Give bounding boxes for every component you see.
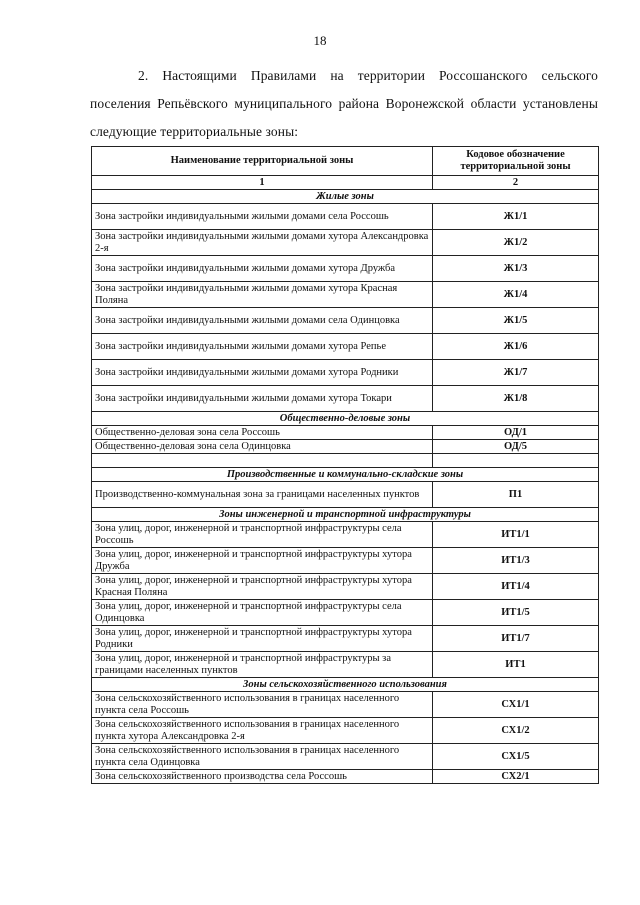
section-title: Зоны инженерной и транспортной инфраструктуры [92, 508, 599, 522]
zone-name: Зона застройки индивидуальными жилыми домами хутора Александровка 2-я [92, 230, 433, 256]
section-row [92, 508, 599, 522]
header-zone-code: Кодовое обозначение территориальной зоны [433, 147, 599, 176]
zone-code: Ж1/7 [433, 360, 599, 386]
zone-name: Зона сельскохозяйственного использования в границах населенного пункта села Одинцовка [92, 744, 433, 770]
table-row [92, 256, 599, 282]
table-row [92, 482, 599, 508]
table-row [92, 426, 599, 440]
zone-code: Ж1/6 [433, 334, 599, 360]
table-row [92, 548, 599, 574]
column-number: 2 [433, 176, 599, 190]
section-title: Зоны сельскохозяйственного использования [92, 678, 599, 692]
table-row [92, 744, 599, 770]
zone-name: Зона застройки индивидуальными жилыми домами хутора Дружба [92, 256, 433, 282]
zone-name: Зона улиц, дорог, инженерной и транспортной инфраструктуры села Одинцовка [92, 600, 433, 626]
zone-name: Общественно-деловая зона села Россошь [92, 426, 433, 440]
zone-name: Зона застройки индивидуальными жилыми домами села Россошь [92, 204, 433, 230]
table-row [92, 334, 599, 360]
zone-code: ОД/1 [433, 426, 599, 440]
zone-name: Зона застройки индивидуальными жилыми домами села Одинцовка [92, 308, 433, 334]
zone-name: Зона сельскохозяйственного производства села Россошь [92, 770, 433, 784]
zone-name: Зона улиц, дорог, инженерной и транспортной инфраструктуры хутора Родники [92, 626, 433, 652]
zone-code: СХ1/1 [433, 692, 599, 718]
section-row [92, 468, 599, 482]
table-row [92, 440, 599, 454]
table-row [92, 600, 599, 626]
zone-code: ИТ1/1 [433, 522, 599, 548]
table-row [92, 360, 599, 386]
zone-code: ИТ1/3 [433, 548, 599, 574]
zone-name: Общественно-деловая зона села Одинцовка [92, 440, 433, 454]
table-row [92, 692, 599, 718]
zone-code: СХ2/1 [433, 770, 599, 784]
zone-name: Зона застройки индивидуальными жилыми домами хутора Токари [92, 386, 433, 412]
zone-code: ИТ1 [433, 652, 599, 678]
zone-name: Зона улиц, дорог, инженерной и транспортной инфраструктуры хутора Дружба [92, 548, 433, 574]
zone-code: П1 [433, 482, 599, 508]
zone-code: Ж1/8 [433, 386, 599, 412]
zone-name: Зона сельскохозяйственного использования в границах населенного пункта села Россошь [92, 692, 433, 718]
empty-row [92, 454, 599, 468]
table-row [92, 652, 599, 678]
section-row [92, 412, 599, 426]
table-row [92, 574, 599, 600]
table-row [92, 204, 599, 230]
zone-name: Производственно-коммунальная зона за границами населенных пунктов [92, 482, 433, 508]
zone-name: Зона улиц, дорог, инженерной и транспортной инфраструктуры хутора Красная Поляна [92, 574, 433, 600]
zone-name: Зона застройки индивидуальными жилыми домами хутора Родники [92, 360, 433, 386]
zone-code: СХ1/2 [433, 718, 599, 744]
column-number-row [92, 176, 599, 190]
zone-code: СХ1/5 [433, 744, 599, 770]
section-title: Производственные и коммунально-складские зоны [92, 468, 599, 482]
intro-paragraph: 2. Настоящими Правилами на территории Россошанского сельского поселения Репьёвского муниципального района Воронежской области установлены следующие территориальные зоны: [90, 68, 598, 139]
section-row [92, 190, 599, 204]
zone-code: Ж1/2 [433, 230, 599, 256]
zone-code: ОД/5 [433, 440, 599, 454]
table-row [92, 386, 599, 412]
zones-table [91, 146, 599, 784]
column-number: 1 [92, 176, 433, 190]
table-row [92, 626, 599, 652]
zone-code: Ж1/1 [433, 204, 599, 230]
zone-code: ИТ1/5 [433, 600, 599, 626]
zone-name: Зона улиц, дорог, инженерной и транспортной инфраструктуры за границами населенных пунктов [92, 652, 433, 678]
zone-code: Ж1/5 [433, 308, 599, 334]
section-title: Жилые зоны [92, 190, 599, 204]
zone-code: ИТ1/4 [433, 574, 599, 600]
section-row [92, 678, 599, 692]
page-number: 18 [313, 33, 327, 48]
table-row [92, 308, 599, 334]
table-row [92, 770, 599, 784]
zone-name: Зона застройки индивидуальными жилыми домами хутора Репье [92, 334, 433, 360]
header-zone-name: Наименование территориальной зоны [92, 147, 433, 176]
zone-name: Зона застройки индивидуальными жилыми домами хутора Красная Поляна [92, 282, 433, 308]
zone-code: Ж1/3 [433, 256, 599, 282]
table-row [92, 718, 599, 744]
table-header-row [92, 147, 599, 176]
table-row [92, 282, 599, 308]
section-title: Общественно-деловые зоны [92, 412, 599, 426]
table-row [92, 522, 599, 548]
zone-code: ИТ1/7 [433, 626, 599, 652]
table-row [92, 230, 599, 256]
zone-code: Ж1/4 [433, 282, 599, 308]
zone-name: Зона сельскохозяйственного использования в границах населенного пункта хутора Александровка 2-я [92, 718, 433, 744]
zone-name: Зона улиц, дорог, инженерной и транспортной инфраструктуры села Россошь [92, 522, 433, 548]
